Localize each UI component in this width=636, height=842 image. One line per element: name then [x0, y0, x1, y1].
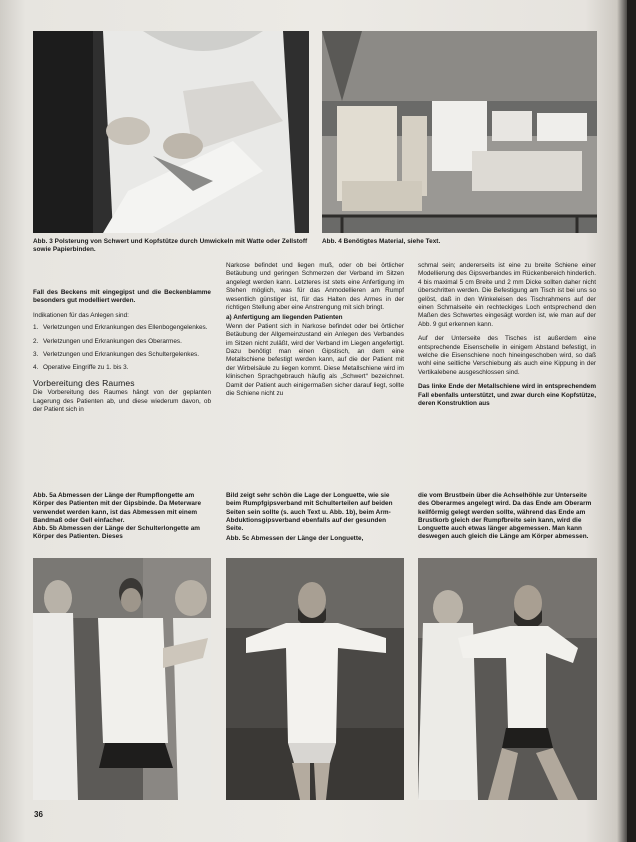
caption-middle: Bild zeigt sehr schön die Lage der Longuette, wie sie beim Rumpfgipsverband mit Schulterteilen auf beiden Seiten sein sollte (s. auch Text u. Abb. 1b), beim Arm-Abduktionsgipsverband ebenfalls auf der gesunden Seite. Abb. 5c Abmessen der Länge der Longuette,: [226, 492, 404, 544]
photo-abb4: [322, 31, 597, 233]
col2-paragraph-1: Narkose befindet und liegen muß, oder ob bei örtlicher Betäubung und geringen Schmerzen der Verband im Sitzen angelegt werden kann. Letzteres ist stets eine Anfertigung im Stehen möglich, was für das Anmodellieren am Rumpf wesentlich günstiger ist, für das Halten des Armes in der richtigen Stellung aber eine Anstrengung mit sich bringt.: [226, 262, 404, 312]
list-item: 4. Operative Eingriffe zu 1. bis 3.: [33, 364, 129, 372]
col3-paragraph-1: schmal sein; andererseits ist eine zu breite Schiene einer Modellierung des Gipsverbandes im Rückenbereich hinderlich. 4 bis maximal 5 cm Breite und 2 mm Dicke sollten daher nicht überschritten werden. Die Befestigung am Tisch ist bei uns so gelöst, daß in den Winkeleisen des Tischrahmens auf der einen Schmalseite ein rechteckiges Loch entsprechend den Maßen des Schwertes eingesägt worden ist, wie man auf der Abb. 9 gut erkennen kann.: [418, 262, 596, 328]
indications-heading: Indikationen für das Anlegen sind:: [33, 311, 129, 319]
text-column-1: [33, 289, 211, 414]
caption-abb3: Abb. 3 Polsterung von Schwert und Kopfstütze durch Umwickeln mit Watte oder Zellstoff sowie Papierbinden.: [33, 238, 308, 254]
col2-paragraph-2: Wenn der Patient sich in Narkose befindet oder bei örtlicher Betäubung der Allgemeinzustand ein Anlegen des Verbandes im Sitzen nicht zuläßt, wird der Verband im Liegen angefertigt. Dazu benötigt man einen Gipstisch, an dem eine Metallschiene befestigt werden kann, auf die der Patient mit der Wirbelsäule zu liegen kommt. Diese Metallschiene wird im klinischen Sprachgebrauch häufig als „Schwert“ bezeichnet. Damit der Patient auch einigermaßen sicher darauf liegt, sollte die Schiene nicht zu: [226, 322, 404, 398]
photo-abb5c: [418, 558, 597, 800]
photo-abb5a: [33, 558, 211, 800]
binding-edge: [627, 0, 636, 842]
section-heading: Vorbereitung des Raumes: [33, 377, 135, 388]
caption-right: die vom Brustbein über die Achselhöhle zur Unterseite des Oberarmes angelegt wird. Da das Ende am Oberarm keilförmig gelegt werden sollte, während das Ende am Brustkorb gleich der Rumpfbreite sein kann, wird die Longuette auch etwas länger abgemessen. Man kann deswegen auch gleich die Länge am Körper abmessen.: [418, 492, 592, 541]
caption-abb4: Abb. 4 Benötigtes Material, siehe Text.: [322, 238, 441, 245]
caption-abb5b: Abb. 5b Abmessen der Länge der Schulterlongette am Körper des Patienten. Dieses: [33, 525, 201, 541]
photo-abb5b: [226, 558, 404, 800]
photo-abb3: [33, 31, 309, 233]
text-column-2: [226, 262, 404, 399]
list-item: 1. Verletzungen und Erkrankungen des Ellenbogengelenkes.: [33, 324, 208, 332]
list-item: 3. Verletzungen und Erkrankungen des Schultergelenkes.: [33, 351, 199, 359]
col3-paragraph-3: Das linke Ende der Metallschiene wird in entsprechendem Fall ebenfalls unterstützt, und zwar durch eine Kopfstütze, deren Konstruktion aus: [418, 383, 596, 408]
col1-paragraph: Die Vorbereitung des Raumes hängt von der geplanten Lagerung des Patienten ab, und diese wiederum davon, ob der Patient sich in: [33, 389, 211, 414]
caption-abb5a: Abb. 5a Abmessen der Länge der Rumpflongette am Körper des Patienten mit der Gipsbinde. Da Meterware verwendet werden kann, ist das Abmessen mit einem Bandmaß oder Gell einfacher. Abb. 5b Abmessen der Länge der Schulterlongette am Körper des Patienten. Dieses: [33, 492, 211, 542]
caption-abb5c: Abb. 5c Abmessen der Länge der Longuette,: [226, 535, 364, 543]
indications-list: [33, 324, 211, 373]
text-column-3: [418, 262, 596, 409]
col3-paragraph-2: Auf der Unterseite des Tisches ist außerdem eine entsprechende Eisenschelle in einigem Abstand befestigt, in welche die Eisenschiene noch hineingeschoben wird, so daß wohl eine seitliche Verschiebung als auch eine Kippung in der Vertikalebene ausgeschlossen sind.: [418, 335, 596, 376]
page-number: 36: [34, 810, 43, 819]
col1-intro: Fall des Beckens mit eingegipst und die Beckenblamme besonders gut modelliert werden.: [33, 289, 211, 305]
list-item: 2. Verletzungen und Erkrankungen des Oberarmes.: [33, 337, 182, 345]
col2-subheading: a) Anfertigung am liegenden Patienten: [226, 314, 343, 322]
